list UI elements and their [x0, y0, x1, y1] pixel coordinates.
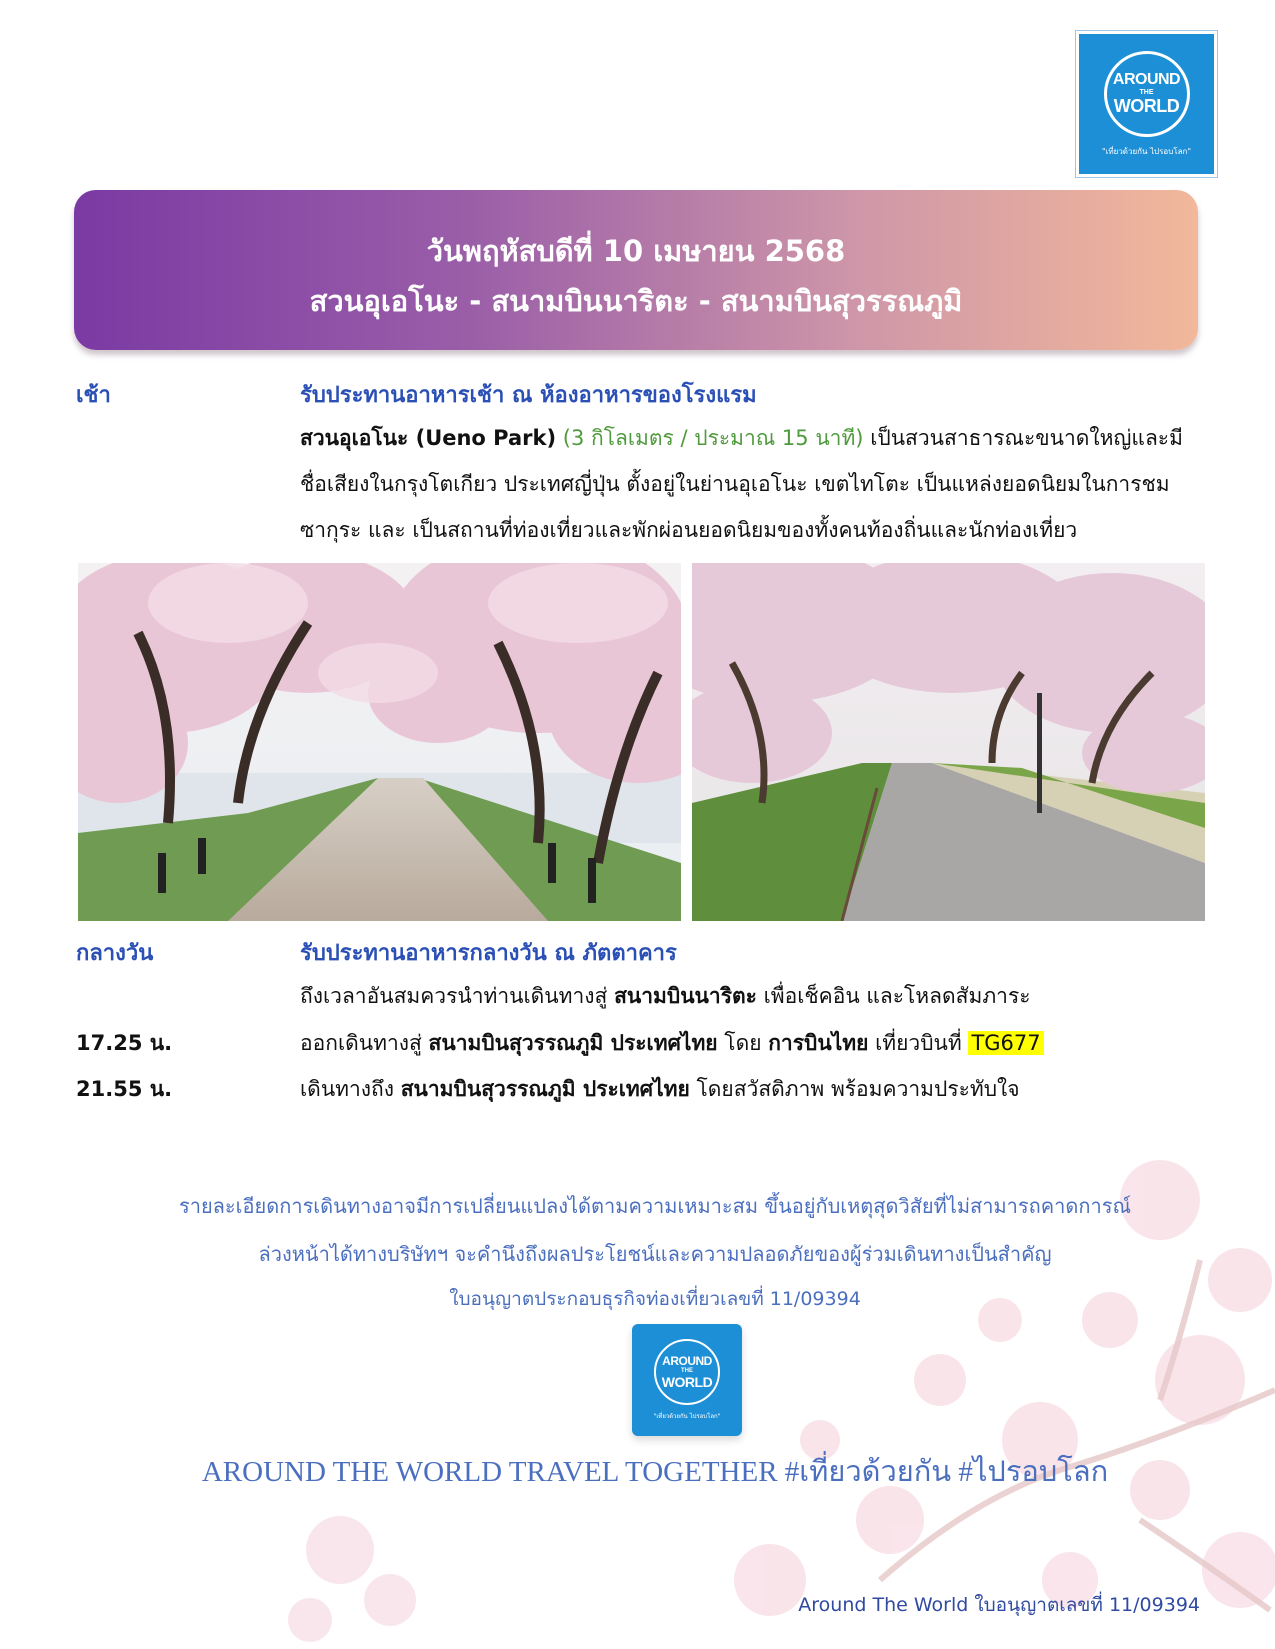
logo-tagline: "เที่ยวด้วยกัน ไปรอบโลก"	[1101, 146, 1192, 156]
footer-license: ใบอนุญาตประกอบธุรกิจท่องเที่ยวเลขที่ 11/09394	[449, 1288, 861, 1310]
logo-word-world: WORLD	[1113, 96, 1180, 116]
transfer-pre: ถึงเวลาอันสมควรนำท่านเดินทางสู่	[300, 984, 608, 1008]
globe-logo-icon	[1104, 51, 1190, 137]
departure-time: 17.25 น.	[76, 1031, 173, 1055]
desc-line-3: ซากุระ และ เป็นสถานที่ท่องเที่ยวและพักผ่อนยอดนิยมของทั้งคนท้องถิ่นและนักท่องเที่ยว	[300, 518, 1078, 542]
airline-name: การบินไทย	[768, 1031, 869, 1055]
transfer-line	[300, 973, 1210, 1019]
departure-destination: สนามบินสุวรรณภูมิ ประเทศไทย	[428, 1031, 718, 1055]
logo-word-the: THE	[1139, 89, 1154, 96]
page-footer-license: Around The World ใบอนุญาตเลขที่ 11/09394	[798, 1594, 1200, 1616]
footer-note-1: รายละเอียดการเดินทางอาจมีการเปลี่ยนแปลงได้ตามความเหมาะสม ขึ้นอยู่กับเหตุสุดวิสัยที่ไม่สามารถคาดการณ์	[178, 1194, 1131, 1218]
day-route-title: สวนอุเอโนะ - สนามบินนาริตะ - สนามบินสุวรรณภูมิ	[309, 284, 963, 318]
arrival-destination: สนามบินสุวรรณภูมิ ประเทศไทย	[400, 1077, 690, 1101]
departure-by: โดย	[724, 1031, 762, 1055]
logo-word-around: AROUND	[662, 1354, 712, 1368]
logo-word-world: WORLD	[661, 1374, 713, 1390]
desc-line-1	[300, 415, 1210, 461]
breakfast-text: รับประทานอาหารเช้า ณ ห้องอาหารของโรงแรม	[300, 383, 757, 408]
desc-line-2: ชื่อเสียงในกรุงโตเกียว ประเทศญี่ปุ่น ตั้งอยู่ในย่านอุเอโนะ เขตไทโตะ เป็นแหล่งยอดนิยมในการชม	[300, 472, 1170, 496]
footer-slogan: AROUND THE WORLD TRAVEL TOGETHER #เที่ยวด้วยกัน #ไปรอบโลก	[201, 1456, 1109, 1488]
morning-label: เช้า	[76, 383, 111, 408]
globe-logo-icon	[654, 1339, 720, 1405]
place-name: สวนอุเอโนะ (Ueno Park)	[300, 426, 557, 450]
arrival-line	[300, 1066, 1210, 1112]
arrival-time: 21.55 น.	[76, 1077, 173, 1101]
narita-airport: สนามบินนาริตะ	[614, 984, 757, 1008]
desc-line-1-text: เป็นสวนสาธารณะขนาดใหญ่และมี	[870, 426, 1183, 450]
transfer-post: เพื่อเช็คอิน และโหลดสัมภาระ	[763, 984, 1031, 1008]
ueno-park-description	[300, 415, 1210, 553]
distance-text: (3 กิโลเมตร / ประมาณ 15 นาที)	[562, 426, 864, 450]
departure-pre: ออกเดินทางสู่	[300, 1031, 422, 1055]
arrival-pre: เดินทางถึง	[300, 1077, 395, 1101]
departure-line	[300, 1020, 1210, 1066]
lunch-text: รับประทานอาหารกลางวัน ณ ภัตตาคาร	[300, 941, 677, 966]
company-logo-footer	[632, 1324, 742, 1436]
midday-label: กลางวัน	[76, 941, 154, 966]
flight-number: TG677	[968, 1031, 1043, 1055]
day-date-title: วันพฤหัสบดีที่ 10 เมษายน 2568	[426, 234, 846, 268]
company-logo	[1075, 30, 1218, 178]
logo-word-around: AROUND	[1112, 71, 1181, 88]
flight-label: เที่ยวบินที่	[875, 1031, 962, 1055]
logo-tagline: "เที่ยวด้วยกัน ไปรอบโลก"	[653, 1413, 721, 1420]
sakura-photo-1	[78, 563, 681, 921]
arrival-post: โดยสวัสดิภาพ พร้อมความประทับใจ	[696, 1077, 1020, 1101]
sakura-watermark-left	[270, 1490, 470, 1649]
day-header-banner	[74, 190, 1198, 350]
footer-note-2: ล่วงหน้าได้ทางบริษัทฯ จะคำนึงถึงผลประโยชน์และความปลอดภัยของผู้ร่วมเดินทางเป็นสำคัญ	[258, 1242, 1052, 1266]
logo-word-the: THE	[681, 1368, 693, 1374]
sakura-photo-2	[692, 563, 1205, 921]
